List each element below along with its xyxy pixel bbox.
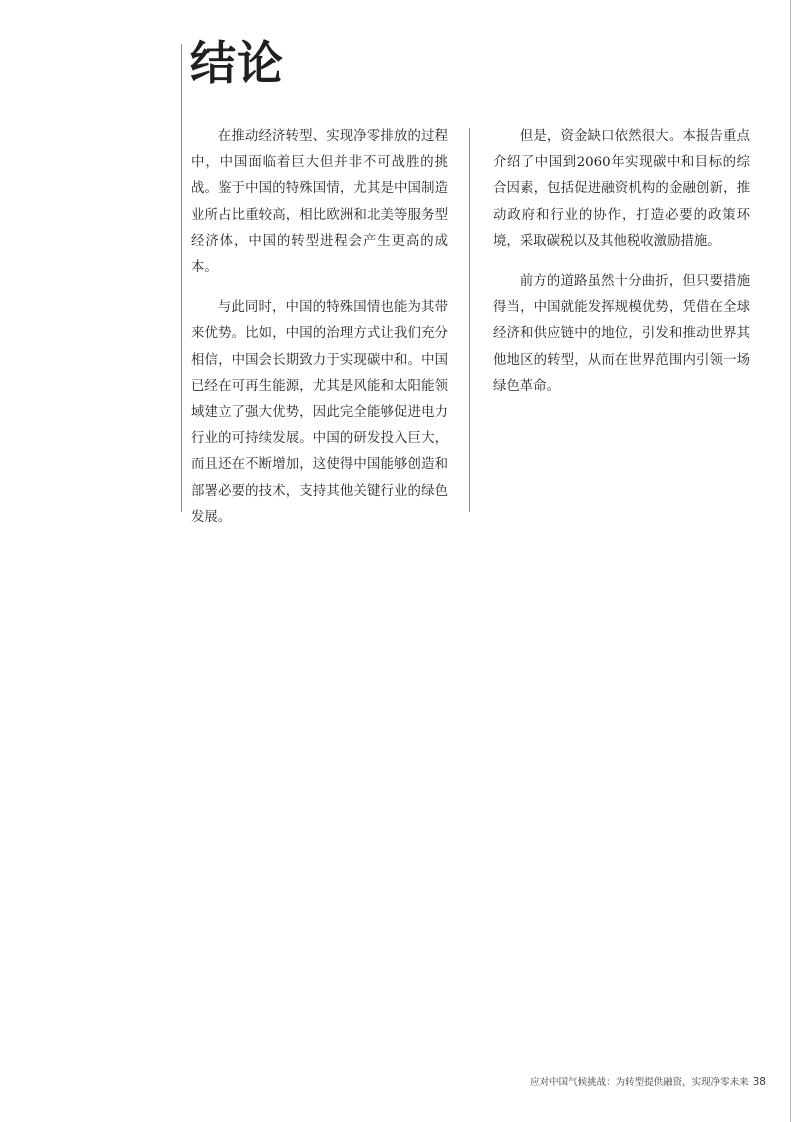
page-title: 结论 <box>190 36 284 90</box>
body-paragraph: 与此同时，中国的特殊国情也能为其带来优势。比如，中国的治理方式让我们充分相信，中国会长期致力于实现碳中和。中国已经在可再生能源，尤其是风能和太阳能领域建立了强大优势，因此完全能够促进电力行业的可持续发展。中国的研发投入巨大，而且还在不断增加，这使得中国能够创造和部署必要的技术，支持其他关键行业的绿色发展。 <box>191 300 448 525</box>
body-paragraph: 前方的道路虽然十分曲折，但只要措施得当，中国就能发挥规模优势，凭借在全球经济和供应链中的地位，引发和推动世界其他地区的转型，从而在世界范围内引领一场绿色革命。 <box>493 274 750 394</box>
page-number: 38 <box>752 1076 766 1088</box>
page-footer <box>530 1074 766 1088</box>
right-text-column <box>493 124 750 414</box>
left-vertical-rule <box>181 44 182 512</box>
page-edge-divider <box>790 0 791 1122</box>
footer-running-title: 应对中国气候挑战：为转型提供融资，实现净零未来 <box>530 1077 749 1088</box>
left-text-column <box>191 124 448 545</box>
body-paragraph: 在推动经济转型、实现净零排放的过程中，中国面临着巨大但并非不可战胜的挑战。鉴于中国的特殊国情，尤其是中国制造业所占比重较高，相比欧洲和北美等服务型经济体，中国的转型进程会产生更高的成本。 <box>191 129 448 276</box>
body-paragraph: 但是，资金缺口依然很大。本报告重点介绍了中国到2060年实现碳中和目标的综合因素，包括促进融资机构的金融创新，推动政府和行业的协作，打造必要的政策环境，采取碳税以及其他税收激励措施。 <box>493 129 750 249</box>
column-divider-rule <box>469 128 470 512</box>
